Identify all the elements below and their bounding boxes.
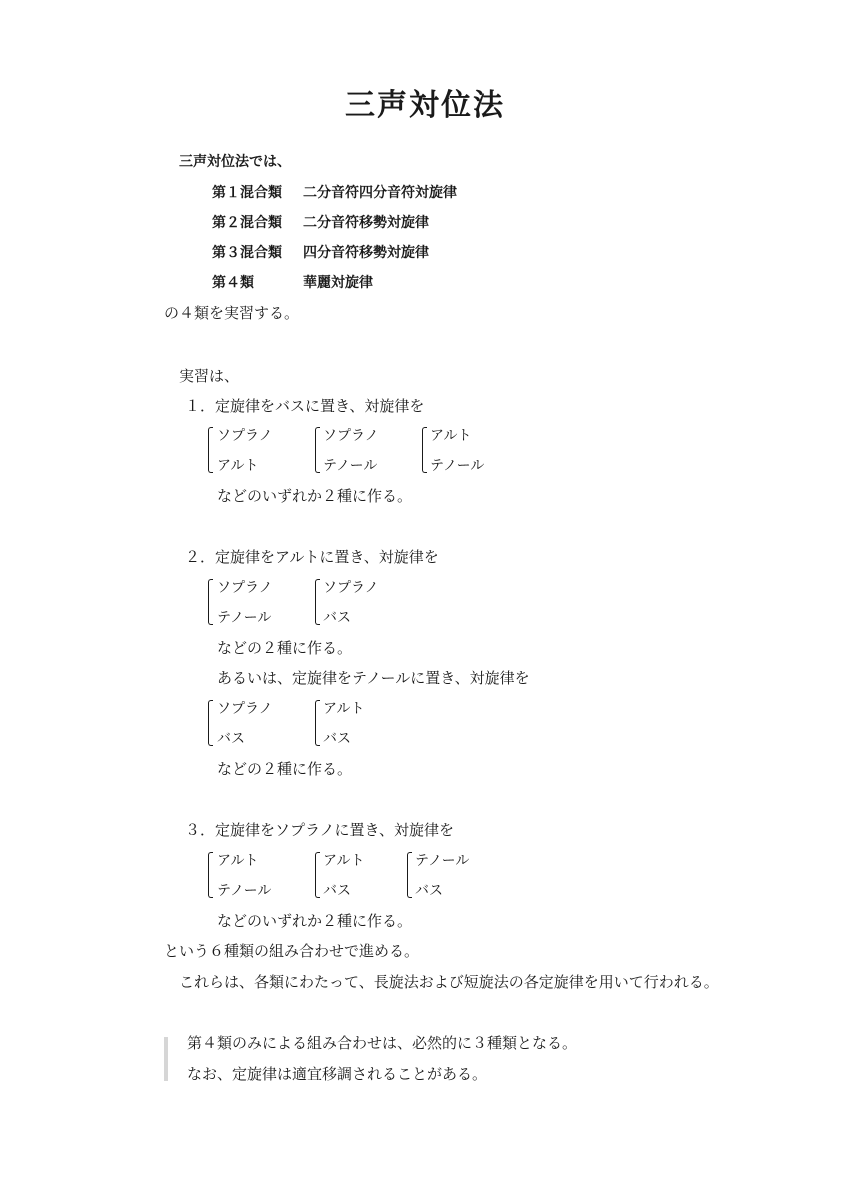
voice-lower: バス — [323, 610, 351, 626]
voice-lower: テノール — [430, 458, 485, 474]
voice-lower: テノール — [217, 883, 272, 899]
voice-upper: アルト — [323, 853, 365, 869]
voice-bracket — [422, 427, 427, 473]
category-name: 二分音符四分音符対旋律 — [303, 185, 457, 201]
category-number: 第３混合類 — [212, 245, 282, 261]
item-2-note-2: などの２種に作る。 — [217, 760, 353, 778]
voice-bracket — [315, 700, 320, 746]
voice-bracket — [315, 427, 320, 473]
voice-upper: アルト — [323, 701, 365, 717]
item-3-note: などのいずれか２種に作る。 — [217, 912, 413, 930]
voice-lower: バス — [323, 883, 351, 899]
category-number: 第１混合類 — [212, 185, 282, 201]
note-bar — [164, 1037, 168, 1081]
voice-bracket — [315, 579, 320, 625]
voice-bracket — [407, 852, 412, 898]
summary-text-2: これらは、各類にわたって、長旋法および短旋法の各定旋律を用いて行われる。 — [179, 973, 719, 991]
voice-lower: バス — [323, 731, 351, 747]
item-2-note: などの２種に作る。 — [217, 639, 353, 657]
item-2-alternative: あるいは、定旋律をテノールに置き、対旋律を — [217, 669, 530, 687]
voice-lower: テノール — [217, 610, 272, 626]
note-line: なお、定旋律は適宜移調されることがある。 — [187, 1065, 488, 1083]
page-title: 三声対位法 — [345, 88, 505, 123]
voice-bracket — [208, 427, 213, 473]
voice-bracket — [315, 852, 320, 898]
voice-upper: ソプラノ — [217, 701, 273, 717]
item-2-label: ２．定旋律をアルトに置き、対旋律を — [185, 548, 439, 566]
item-1-note: などのいずれか２種に作る。 — [217, 487, 413, 505]
item-3-label: ３．定旋律をソプラノに置き、対旋律を — [185, 821, 454, 839]
voice-upper: ソプラノ — [323, 428, 379, 444]
practice-sentence: の４類を実習する。 — [164, 304, 300, 322]
category-number: 第２混合類 — [212, 215, 282, 231]
voice-lower: テノール — [323, 458, 378, 474]
voice-bracket — [208, 700, 213, 746]
voice-lower: バス — [217, 731, 245, 747]
intro-text: 三声対位法では、 — [179, 154, 291, 170]
voice-bracket — [208, 579, 213, 625]
voice-upper: ソプラノ — [323, 580, 379, 596]
category-name: 二分音符移勢対旋律 — [303, 215, 429, 231]
category-name: 華麗対旋律 — [303, 275, 373, 291]
category-name: 四分音符移勢対旋律 — [303, 245, 429, 261]
voice-upper: アルト — [217, 853, 259, 869]
voice-upper: ソプラノ — [217, 428, 273, 444]
voice-lower: バス — [415, 883, 443, 899]
voice-bracket — [208, 852, 213, 898]
voice-upper: ソプラノ — [217, 580, 273, 596]
category-number: 第４類 — [212, 275, 254, 291]
voice-upper: テノール — [415, 853, 470, 869]
note-line: 第４類のみによる組み合わせは、必然的に３種類となる。 — [187, 1034, 578, 1052]
voice-upper: アルト — [430, 428, 472, 444]
practice-intro: 実習は、 — [179, 367, 240, 385]
item-1-label: １．定旋律をバスに置き、対旋律を — [185, 397, 425, 415]
summary-text: という６種類の組み合わせで進める。 — [164, 942, 420, 960]
voice-lower: アルト — [217, 458, 259, 474]
